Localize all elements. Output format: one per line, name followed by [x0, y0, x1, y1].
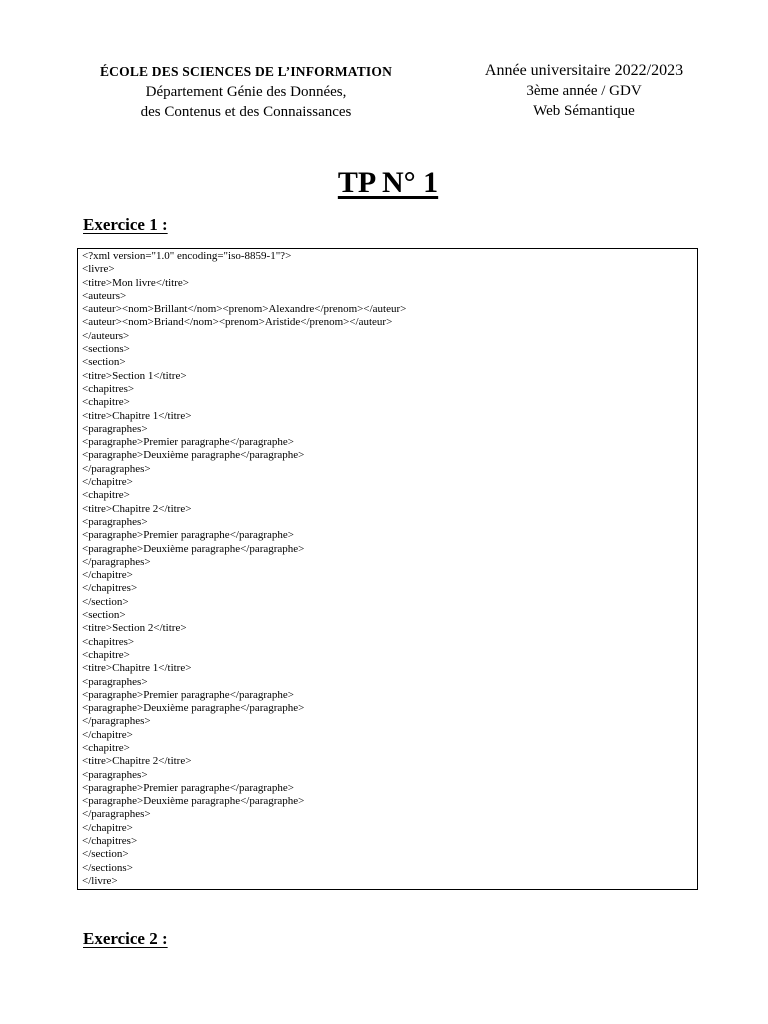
code-line: <titre>Chapitre 2</titre>: [82, 502, 192, 515]
code-line: <chapitre>: [82, 396, 130, 409]
code-line: <chapitre>: [82, 741, 130, 754]
code-line: <paragraphes>: [82, 422, 148, 435]
code-line: <paragraphes>: [82, 675, 148, 688]
code-line: </chapitre>: [82, 728, 133, 741]
department-line-1: Département Génie des Données,: [145, 84, 347, 100]
code-line: <paragraphe>Deuxième paragraphe</paragraphe>: [82, 542, 305, 555]
code-line: <paragraphe>Premier paragraphe</paragraphe>: [82, 688, 295, 701]
code-line: <section>: [82, 356, 126, 369]
class-level: 3ème année / GDV: [526, 83, 642, 99]
xml-code-box: [77, 248, 698, 890]
code-line: </paragraphes>: [82, 715, 151, 728]
code-line: </paragraphes>: [82, 808, 151, 821]
code-line: <livre>: [82, 263, 115, 276]
code-line: <paragraphe>Deuxième paragraphe</paragraphe>: [82, 449, 305, 462]
page-title: TP N° 1: [337, 166, 439, 199]
code-line: <titre>Chapitre 1</titre>: [82, 662, 192, 675]
code-line: <titre>Mon livre</titre>: [82, 276, 189, 289]
code-line: <titre>Section 1</titre>: [82, 369, 187, 382]
code-line: </paragraphes>: [82, 462, 151, 475]
code-line: </chapitres>: [82, 582, 138, 595]
code-line: </chapitres>: [82, 835, 138, 848]
code-line: </section>: [82, 595, 129, 608]
code-line: <titre>Chapitre 1</titre>: [82, 409, 192, 422]
code-line: </livre>: [82, 874, 118, 887]
code-line: <paragraphe>Deuxième paragraphe</paragraphe>: [82, 702, 305, 715]
code-line: </chapitre>: [82, 821, 133, 834]
code-line: </section>: [82, 848, 129, 861]
course-header: [455, 60, 713, 121]
code-line: <?xml version="1.0" encoding="iso-8859-1"?>: [82, 250, 292, 262]
code-line: <auteur><nom>Briand</nom><prenom>Aristide</prenom></auteur>: [82, 316, 393, 329]
code-line: <paragraphe>Premier paragraphe</paragraphe>: [82, 529, 295, 542]
code-line: <paragraphe>Premier paragraphe</paragraphe>: [82, 436, 295, 449]
code-line: </sections>: [82, 861, 133, 874]
code-line: <chapitres>: [82, 635, 135, 648]
code-line: <titre>Section 2</titre>: [82, 622, 187, 635]
code-line: <section>: [82, 609, 126, 622]
institution-header: [76, 62, 416, 122]
code-line: <paragraphes>: [82, 768, 148, 781]
code-line: <titre>Chapitre 2</titre>: [82, 755, 192, 768]
code-line: <auteurs>: [82, 289, 127, 302]
code-line: <chapitre>: [82, 489, 130, 502]
exercise-2-heading: Exercice 2 :: [83, 929, 168, 948]
code-line: </chapitre>: [82, 476, 133, 489]
academic-year: Année universitaire 2022/2023: [484, 62, 684, 79]
course-name: Web Sémantique: [533, 103, 635, 119]
exercise-1-heading: Exercice 1 :: [83, 215, 168, 234]
code-line: <chapitres>: [82, 382, 135, 395]
code-line: <paragraphes>: [82, 515, 148, 528]
code-line: </paragraphes>: [82, 555, 151, 568]
department-line-2: des Contenus et des Connaissances: [140, 104, 352, 120]
code-line: </chapitre>: [82, 569, 133, 582]
code-line: <auteur><nom>Brillant</nom><prenom>Alexandre</prenom></auteur>: [82, 303, 407, 316]
code-line: <sections>: [82, 343, 130, 356]
code-line: </auteurs>: [82, 329, 130, 342]
school-name: ÉCOLE DES SCIENCES DE L’INFORMATION: [99, 64, 393, 79]
code-line: <paragraphe>Premier paragraphe</paragraphe>: [82, 781, 295, 794]
code-line: <paragraphe>Deuxième paragraphe</paragraphe>: [82, 795, 305, 808]
code-line: <chapitre>: [82, 648, 130, 661]
